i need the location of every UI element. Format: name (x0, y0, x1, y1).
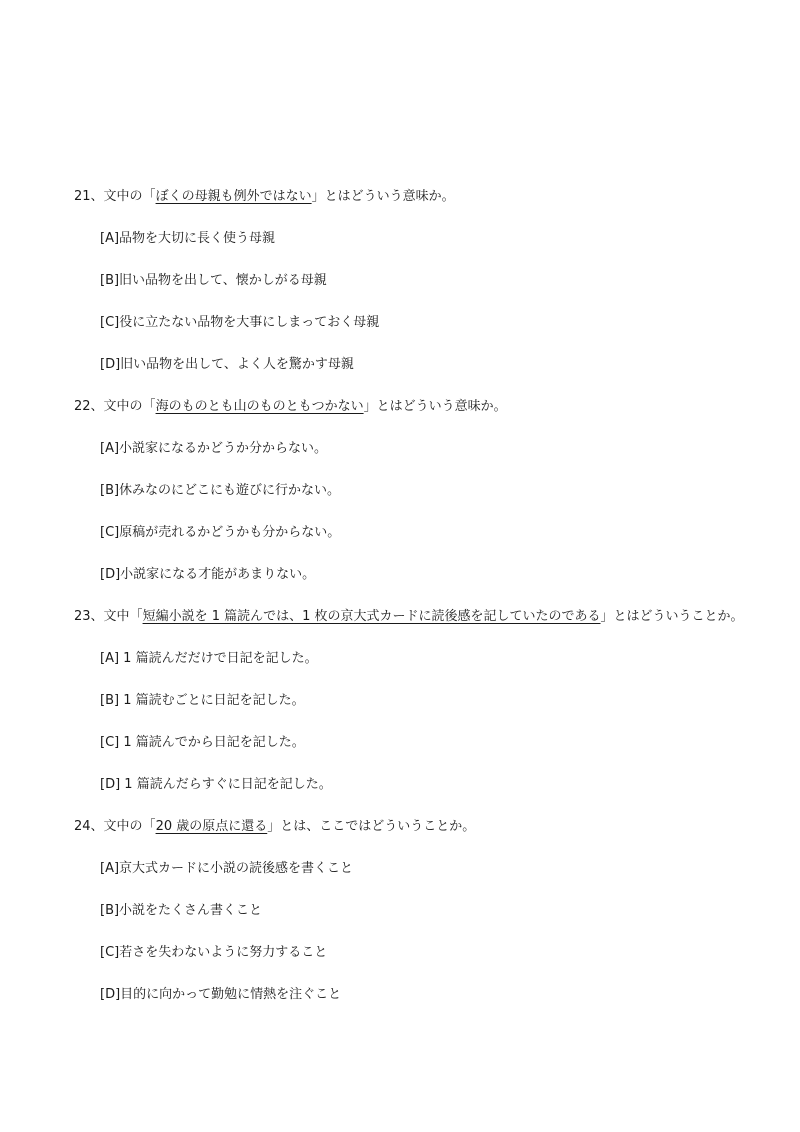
question-prefix: 文中の「 (103, 819, 156, 834)
option-21-d: [D]旧い品物を出して、よく人を驚かす母親 (100, 357, 354, 372)
option-24-b: [B]小説をたくさん書くこと (100, 903, 263, 918)
question-suffix: 」とは、ここではどういうことか。 (267, 819, 476, 834)
question-21 (74, 188, 455, 206)
question-22 (74, 398, 507, 416)
option-21-c: [C]役に立たない品物を大事にしまっておく母親 (100, 315, 380, 330)
question-number: 21、 (74, 189, 104, 204)
question-suffix: 」とはどういう意味か。 (311, 189, 455, 204)
option-24-c: [C]若さを失わないように努力すること (100, 945, 328, 960)
option-21-b: [B]旧い品物を出して、懐かしがる母親 (100, 273, 327, 288)
option-23-d: [D] 1 篇読んだらすぐに日記を記した。 (100, 777, 332, 792)
question-quote: 短編小説を 1 篇読んでは、1 枚の京大式カードに読後感を記していたのである (142, 609, 601, 624)
question-quote: 20 歳の原点に還る (155, 819, 268, 834)
option-24-a: [A]京大式カードに小説の読後感を書くこと (100, 861, 354, 876)
question-suffix: 」とはどういうことか。 (600, 609, 744, 624)
option-21-a: [A]品物を大切に長く使う母親 (100, 231, 276, 246)
option-23-a: [A] 1 篇読んだだけで日記を記した。 (100, 651, 318, 666)
option-22-b: [B]休みなのにどこにも遊びに行かない。 (100, 483, 341, 498)
question-prefix: 文中「 (103, 609, 143, 624)
question-prefix: 文中の「 (103, 189, 156, 204)
question-suffix: 」とはどういう意味か。 (363, 399, 507, 414)
option-23-b: [B] 1 篇読むごとに日記を記した。 (100, 693, 305, 708)
question-23 (74, 608, 744, 626)
question-number: 22、 (74, 399, 104, 414)
question-prefix: 文中の「 (103, 399, 156, 414)
question-number: 23、 (74, 609, 104, 624)
question-24 (74, 818, 475, 836)
question-number: 24、 (74, 819, 104, 834)
option-23-c: [C] 1 篇読んでから日記を記した。 (100, 735, 305, 750)
question-quote: 海のものとも山のものともつかない (155, 399, 364, 414)
option-22-d: [D]小説家になる才能があまりない。 (100, 567, 316, 582)
question-quote: ぼくの母親も例外ではない (155, 189, 312, 204)
option-24-d: [D]目的に向かって勤勉に情熱を注ぐこと (100, 987, 342, 1002)
option-22-c: [C]原稿が売れるかどうかも分からない。 (100, 525, 341, 540)
option-22-a: [A]小説家になるかどうか分からない。 (100, 441, 328, 456)
